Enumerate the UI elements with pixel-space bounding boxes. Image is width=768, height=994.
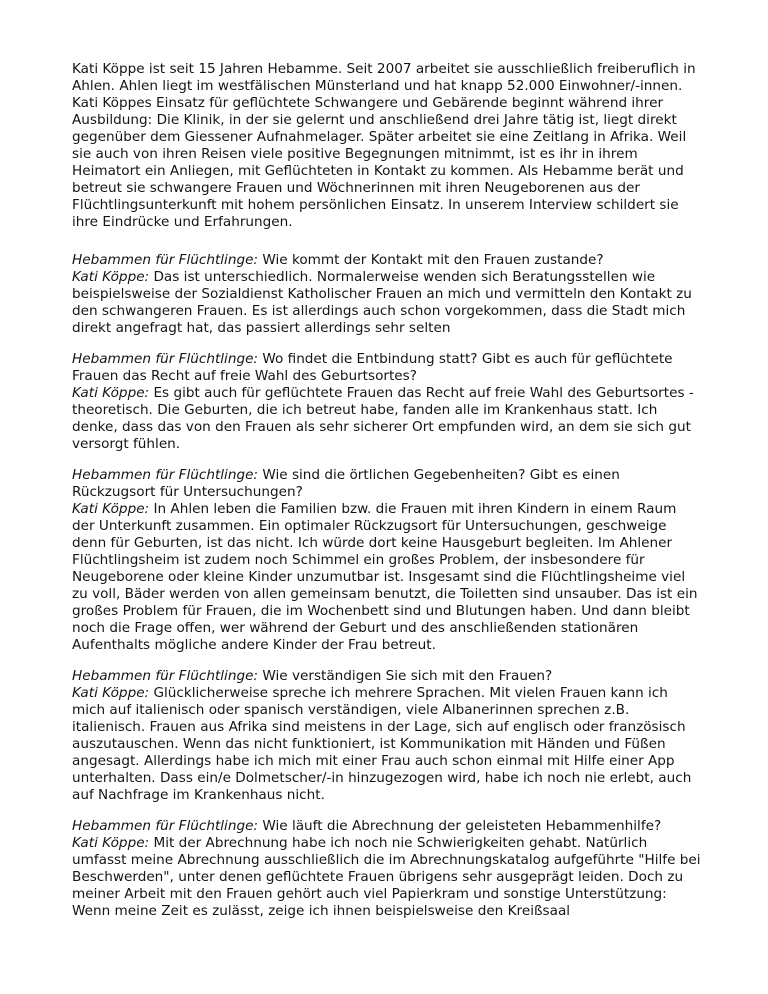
interviewer-label: Hebammen für Flüchtlinge: [72,467,259,483]
qa-block-2 [72,351,702,453]
answer-text: Es gibt auch für geflüchtete Frauen das Recht auf freie Wahl des Geburtsortes - theoretisch. Die Geburten, die ich betreut habe, fanden alle im Krankenhaus statt. Ich denke, dass das von den Frauen als sehr sicherer Ort empfunden wird, an dem sie sich gut versorgt fühlen. [72,385,694,452]
interviewee-label: Kati Köppe: [72,685,150,701]
interviewee-label: Kati Köppe: [72,269,150,285]
qa-block-3 [72,467,702,654]
qa-block-4 [72,668,702,804]
question-text: Wie läuft die Abrechnung der geleisteten Hebammenhilfe? [262,818,662,834]
interviewer-label: Hebammen für Flüchtlinge: [72,351,259,367]
question-text: Wo findet die Entbindung statt? Gibt es auch für geflüchtete Frauen das Recht auf freie Wahl des Geburtsortes? [72,351,673,384]
interviewer-label: Hebammen für Flüchtlinge: [72,668,259,684]
interviewer-label: Hebammen für Flüchtlinge: [72,252,259,268]
question-text: Wie sind die örtlichen Gegebenheiten? Gibt es einen Rückzugsort für Untersuchungen? [72,467,620,500]
qa-block-1 [72,252,702,337]
answer-text: Glücklicherweise spreche ich mehrere Sprachen. Mit vielen Frauen kann ich mich auf italienisch oder spanisch verständigen, viele Albanerinnen sprechen z.B. italienisch. Frauen aus Afrika sind meistens in der Lage, sich auf englisch oder französisch auszutauschen. Wenn das nicht funktioniert, ist Kommunikation mit Händen und Füßen angesagt. Allerdings habe ich mich mit einer Frau auch schon einmal mit Hilfe einer App unterhalten. Dass ein/e Dolmetscher/-in hinzugezogen wird, habe ich noch nie erlebt, auch auf Nachfrage im Krankenhaus nicht. [72,685,692,803]
intro-paragraph: Kati Köppe ist seit 15 Jahren Hebamme. Seit 2007 arbeitet sie ausschließlich freiberuflich in Ahlen. Ahlen liegt im westfälischen Münsterland und hat knapp 52.000 Einwohner/-innen. Kati Köppes Einsatz für geflüchtete Schwangere und Gebärende beginnt während ihrer Ausbildung: Die Klinik, in der sie gelernt und anschließend drei Jahre tätig ist, liegt direkt gegenüber dem Giessener Aufnahmelager. Später arbeitet sie eine Zeitlang in Afrika. Weil sie auch von ihren Reisen viele positive Begegnungen mitnimmt, ist es ihr in ihrem Heimatort ein Anliegen, mit Geflüchteten in Kontakt zu kommen. Als Hebamme berät und betreut sie schwangere Frauen und Wöchnerinnen mit ihren Neugeborenen aus der Flüchtlingsunterkunft mit hohem persönlichen Einsatz. In unserem Interview schildert sie ihre Eindrücke und Erfahrungen. [72,61,696,230]
question-text: Wie kommt der Kontakt mit den Frauen zustande? [262,252,604,268]
qa-block-5 [72,818,702,920]
interviewee-label: Kati Köppe: [72,501,150,517]
answer-text: Mit der Abrechnung habe ich noch nie Schwierigkeiten gehabt. Natürlich umfasst meine Abrechnung ausschließlich die im Abrechnungskatalog aufgeführte "Hilfe bei Beschwerden", unter denen geflüchtete Frauen übrigens sehr ausgeprägt leiden. Doch zu meiner Arbeit mit den Frauen gehört auch viel Papierkram und sonstige Unterstützung: Wenn meine Zeit es zulässt, zeige ich ihnen beispielsweise den Kreißsaal [72,835,701,919]
answer-text: Das ist unterschiedlich. Normalerweise wenden sich Beratungsstellen wie beispielsweise der Sozialdienst Katholischer Frauen an mich und vermitteln den Kontakt zu den schwangeren Frauen. Es ist allerdings auch schon vorgekommen, dass die Stadt mich direkt angefragt hat, das passiert allerdings sehr selten [72,269,692,336]
question-text: Wie verständigen Sie sich mit den Frauen? [262,668,553,684]
interviewee-label: Kati Köppe: [72,385,150,401]
answer-text: In Ahlen leben die Familien bzw. die Frauen mit ihren Kindern in einem Raum der Unterkunft zusammen. Ein optimaler Rückzugsort für Untersuchungen, geschweige denn für Geburten, ist das nicht. Ich würde dort keine Hausgeburt begleiten. Im Ahlener Flüchtlingsheim ist zudem noch Schimmel ein großes Problem, der insbesondere für Neugeborene oder kleine Kinder unzumutbar ist. Insgesamt sind die Flüchtlingsheime viel zu voll, Bäder werden von allen gemeinsam benutzt, die Toiletten sind unsauber. Das ist ein großes Problem für Frauen, die im Wochenbett sind und Blutungen haben. Und dann bleibt noch die Frage offen, wer während der Geburt und des anschließenden stationären Aufenthalts mögliche andere Kinder der Frau betreut. [72,501,698,653]
interviewee-label: Kati Köppe: [72,835,150,851]
interviewer-label: Hebammen für Flüchtlinge: [72,818,259,834]
